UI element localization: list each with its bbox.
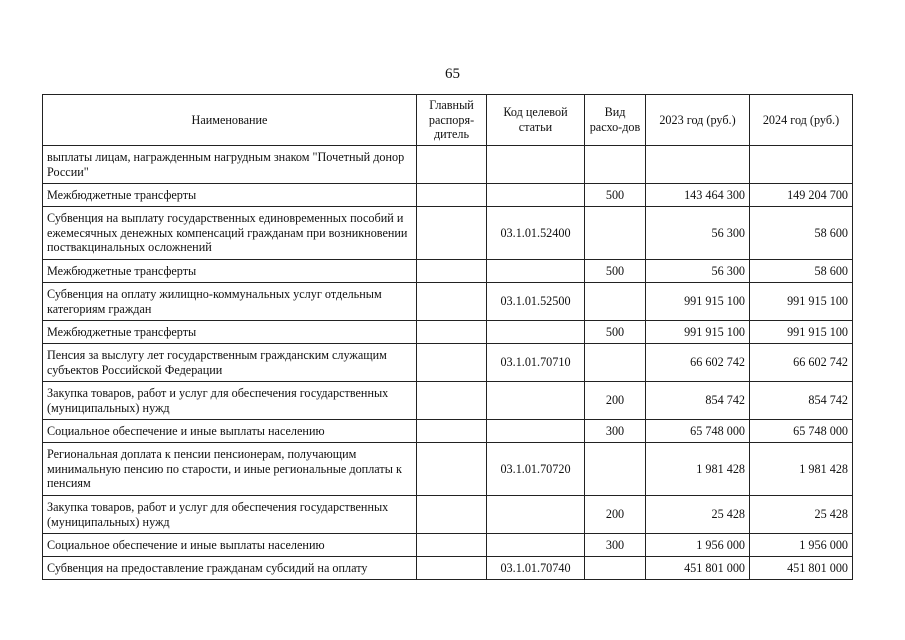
cell-name: Субвенция на выплату государственных единовременных пособий и ежемесячных денежных компенсаций гражданам при возникновении поствакцинальных осложнений [43, 207, 417, 260]
cell-admin [417, 207, 487, 260]
cell-code [487, 184, 585, 207]
cell-2024: 65 748 000 [750, 420, 853, 443]
cell-name: Закупка товаров, работ и услуг для обеспечения государственных (муниципальных) нужд [43, 382, 417, 420]
cell-name: Закупка товаров, работ и услуг для обеспечения государственных (муниципальных) нужд [43, 496, 417, 534]
cell-type: 500 [585, 321, 646, 344]
cell-code: 03.1.01.52400 [487, 207, 585, 260]
cell-2023: 854 742 [646, 382, 750, 420]
cell-code [487, 260, 585, 283]
cell-code: 03.1.01.52500 [487, 283, 585, 321]
header-2023: 2023 год (руб.) [646, 95, 750, 146]
cell-2023 [646, 146, 750, 184]
cell-code [487, 420, 585, 443]
cell-code: 03.1.01.70740 [487, 557, 585, 580]
table-row [43, 260, 853, 283]
table-row [43, 534, 853, 557]
cell-admin [417, 146, 487, 184]
table-row [43, 420, 853, 443]
cell-type: 200 [585, 496, 646, 534]
cell-type [585, 443, 646, 496]
cell-code [487, 146, 585, 184]
table-row [43, 557, 853, 580]
cell-admin [417, 443, 487, 496]
cell-admin [417, 283, 487, 321]
table-row [43, 382, 853, 420]
table-row [43, 496, 853, 534]
cell-code [487, 534, 585, 557]
cell-type: 300 [585, 534, 646, 557]
cell-name: Пенсия за выслугу лет государственным гражданским служащим субъектов Российской Федерации [43, 344, 417, 382]
cell-2024: 991 915 100 [750, 321, 853, 344]
cell-admin [417, 382, 487, 420]
cell-name: выплаты лицам, награжденным нагрудным знаком "Почетный донор России" [43, 146, 417, 184]
cell-type: 300 [585, 420, 646, 443]
cell-2024: 1 956 000 [750, 534, 853, 557]
cell-name: Межбюджетные трансферты [43, 260, 417, 283]
cell-2024: 149 204 700 [750, 184, 853, 207]
cell-type [585, 207, 646, 260]
cell-2023: 143 464 300 [646, 184, 750, 207]
cell-type: 500 [585, 184, 646, 207]
cell-2024: 66 602 742 [750, 344, 853, 382]
cell-2023: 56 300 [646, 207, 750, 260]
cell-2024 [750, 146, 853, 184]
cell-code: 03.1.01.70710 [487, 344, 585, 382]
cell-admin [417, 420, 487, 443]
cell-type: 500 [585, 260, 646, 283]
budget-table [42, 94, 853, 580]
cell-name: Региональная доплата к пенсии пенсионерам, получающим минимальную пенсию по старости, и иные региональные доплаты к пенсиям [43, 443, 417, 496]
cell-2023: 66 602 742 [646, 344, 750, 382]
cell-admin [417, 184, 487, 207]
table-row [43, 443, 853, 496]
cell-2023: 56 300 [646, 260, 750, 283]
cell-code [487, 382, 585, 420]
cell-2024: 58 600 [750, 207, 853, 260]
cell-name: Межбюджетные трансферты [43, 321, 417, 344]
table-row [43, 184, 853, 207]
cell-admin [417, 321, 487, 344]
cell-type [585, 557, 646, 580]
cell-2023: 991 915 100 [646, 321, 750, 344]
cell-2024: 58 600 [750, 260, 853, 283]
cell-type [585, 283, 646, 321]
cell-name: Субвенция на предоставление гражданам субсидий на оплату [43, 557, 417, 580]
cell-code: 03.1.01.70720 [487, 443, 585, 496]
header-code: Код целевой статьи [487, 95, 585, 146]
cell-2024: 1 981 428 [750, 443, 853, 496]
cell-2024: 451 801 000 [750, 557, 853, 580]
cell-admin [417, 260, 487, 283]
cell-admin [417, 534, 487, 557]
cell-type: 200 [585, 382, 646, 420]
cell-type [585, 146, 646, 184]
cell-name: Социальное обеспечение и иные выплаты населению [43, 534, 417, 557]
cell-2023: 1 981 428 [646, 443, 750, 496]
cell-2023: 65 748 000 [646, 420, 750, 443]
table-row [43, 344, 853, 382]
cell-2024: 854 742 [750, 382, 853, 420]
cell-2023: 1 956 000 [646, 534, 750, 557]
header-name: Наименование [43, 95, 417, 146]
cell-2024: 25 428 [750, 496, 853, 534]
cell-code [487, 496, 585, 534]
cell-code [487, 321, 585, 344]
page-number: 65 [445, 66, 460, 82]
cell-2023: 451 801 000 [646, 557, 750, 580]
cell-2023: 991 915 100 [646, 283, 750, 321]
header-admin: Главный распоря-дитель [417, 95, 487, 146]
cell-2023: 25 428 [646, 496, 750, 534]
table-row [43, 321, 853, 344]
table-row [43, 283, 853, 321]
cell-name: Социальное обеспечение и иные выплаты населению [43, 420, 417, 443]
table-header-row [43, 95, 853, 146]
cell-name: Субвенция на оплату жилищно-коммунальных услуг отдельным категориям граждан [43, 283, 417, 321]
cell-name: Межбюджетные трансферты [43, 184, 417, 207]
header-type: Вид расхо-дов [585, 95, 646, 146]
cell-2024: 991 915 100 [750, 283, 853, 321]
cell-admin [417, 557, 487, 580]
cell-admin [417, 344, 487, 382]
cell-type [585, 344, 646, 382]
table-row [43, 207, 853, 260]
header-2024: 2024 год (руб.) [750, 95, 853, 146]
table-row [43, 146, 853, 184]
cell-admin [417, 496, 487, 534]
